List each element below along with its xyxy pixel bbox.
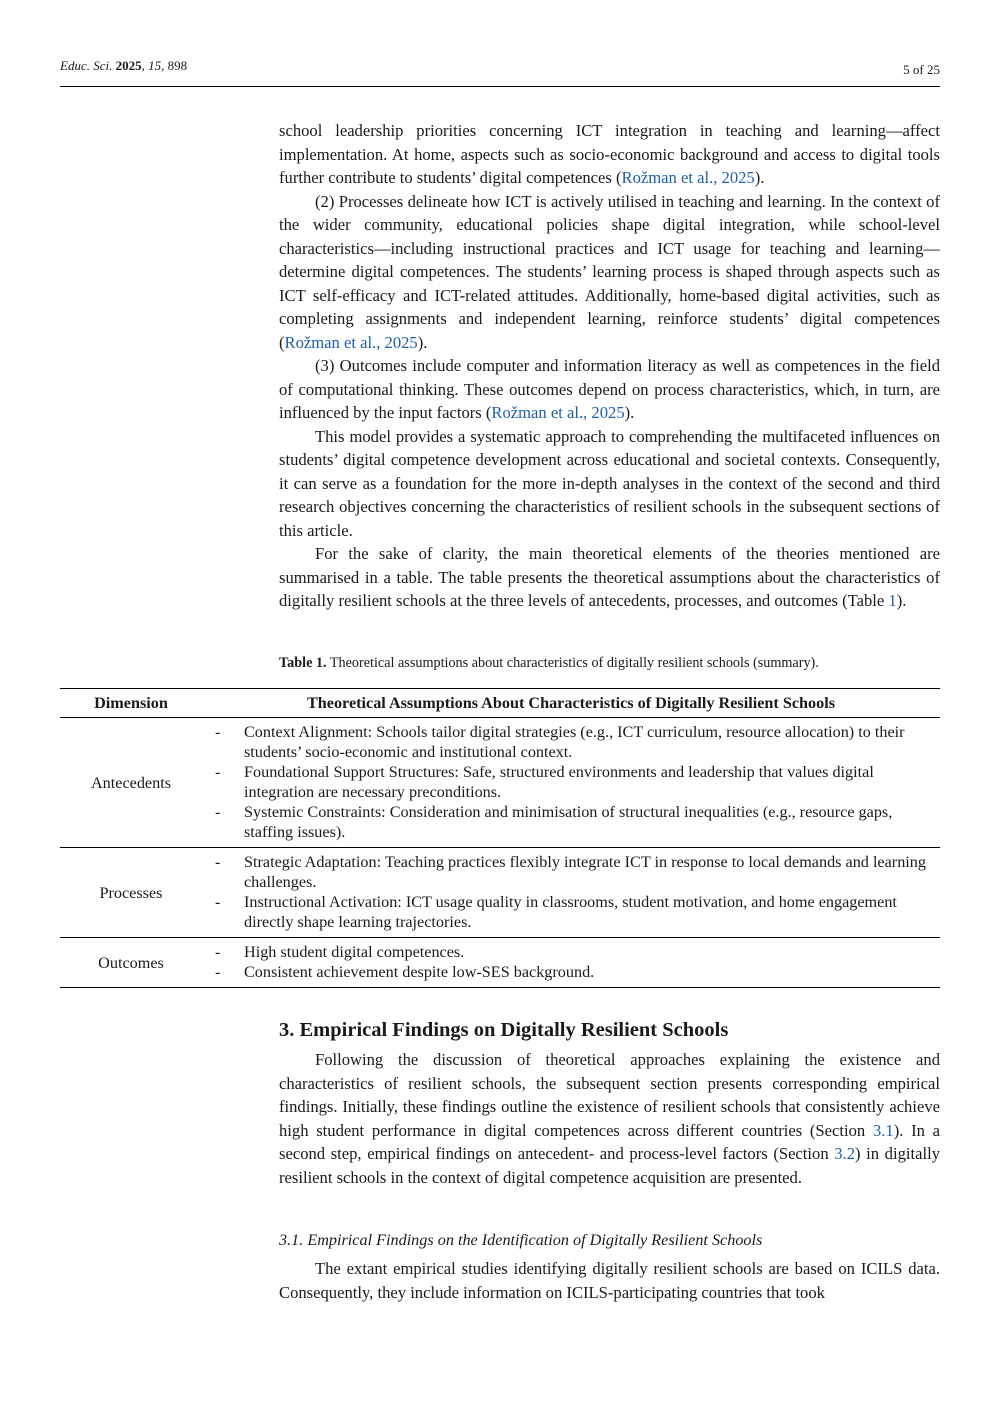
list-item: - High student digital competences. xyxy=(202,942,934,962)
row-assumptions xyxy=(202,938,940,988)
paragraph-2: (2) Processes delineate how ICT is actively utilised in teaching and learning. In the context of the wider community, educational policies shape digital integration, while school-level characteristics—including instructional practices and ICT usage for teaching and learning—determine digital competences. The students’ learning process is shaped through aspects such as ICT self-efficacy and ICT-related attitudes. Additionally, home-based digital activities, such as completing assignments and independent learning, reinforce students’ digital competences (Rožman et al., 2025). xyxy=(279,191,940,352)
citation-link[interactable]: Rožman et al., 2025 xyxy=(491,403,625,422)
page-header xyxy=(60,56,940,87)
section-ref-link[interactable]: 3.1 xyxy=(872,1120,894,1140)
citation-link[interactable]: Rožman et al., 2025 xyxy=(621,168,755,187)
section-3-heading: 3. Empirical Findings on Digitally Resilient Schools xyxy=(279,1019,729,1041)
assumption-list xyxy=(202,848,940,937)
intro-text xyxy=(279,119,940,613)
assumptions-table xyxy=(60,688,940,988)
table-caption-text: Theoretical assumptions about characteristics of digitally resilient schools (summary). xyxy=(329,655,819,671)
list-item: - Consistent achievement despite low-SES background. xyxy=(202,962,934,982)
section-3-text xyxy=(279,1048,940,1189)
paragraph-3: (3) Outcomes include computer and information literacy as well as competences in the field of computational thinking. These outcomes depend on process characteristics, which, in turn, are influenced by the input factors (Rožman et al., 2025). xyxy=(279,356,940,422)
journal-volume: 15 xyxy=(148,58,162,73)
row-dimension: Antecedents xyxy=(60,718,202,848)
table-caption-label: Table 1. xyxy=(279,655,327,671)
paragraph: The extant empirical studies identifying digitally resilient schools are based on ICILS data. Consequently, they include information on ICILS-participating countries that took xyxy=(279,1259,940,1302)
journal-citation: Educ. Sci. 2025, 15, 898 xyxy=(60,58,188,73)
list-item: - Systemic Constraints: Consideration and minimisation of structural inequalities (e.g., resource gaps, staffing issues). xyxy=(202,802,934,842)
assumption-list xyxy=(202,938,940,987)
table-header-assumptions: Theoretical Assumptions About Characteristics of Digitally Resilient Schools xyxy=(202,689,940,718)
journal-year: 2025 xyxy=(115,58,142,73)
section-3-1-text xyxy=(279,1257,940,1304)
row-assumptions xyxy=(202,848,940,938)
row-dimension: Processes xyxy=(60,848,202,938)
assumption-list xyxy=(202,718,940,847)
table-row xyxy=(60,848,940,938)
section-3-1-heading: 3.1. Empirical Findings on the Identification of Digitally Resilient Schools xyxy=(279,1231,763,1249)
table-row xyxy=(60,938,940,988)
paragraph-1: school leadership priorities concerning ICT integration in teaching and learning—affect implementation. At home, aspects such as socio-economic background and access to digital tools further contribute to students’ digital competences (Rožman et al., 2025). xyxy=(279,121,940,187)
table-caption xyxy=(279,654,940,672)
citation-link[interactable]: Rožman et al., 2025 xyxy=(284,332,418,352)
table-header-row xyxy=(60,689,940,718)
list-item: - Strategic Adaptation: Teaching practices flexibly integrate ICT in response to local demands and learning challenges. xyxy=(202,852,934,892)
page-number: 5 of 25 xyxy=(903,62,940,77)
table-ref-link[interactable]: 1 xyxy=(888,591,897,610)
list-item: - Context Alignment: Schools tailor digital strategies (e.g., ICT curriculum, resource allocation) to their students’ socio-economic and institutional context. xyxy=(202,722,934,762)
paragraph-5: For the sake of clarity, the main theoretical elements of the theories mentioned are summarised in a table. The table presents the theoretical assumptions about the characteristics of digitally resilient schools at the three levels of antecedents, processes, and outcomes (Table 1). xyxy=(279,544,940,610)
list-item: - Foundational Support Structures: Safe, structured environments and leadership that values digital integration are necessary preconditions. xyxy=(202,762,934,802)
list-item: - Instructional Activation: ICT usage quality in classrooms, student motivation, and home engagement directly shape learning trajectories. xyxy=(202,892,934,932)
table-header-dimension: Dimension xyxy=(60,689,202,718)
journal-abbrev: Educ. Sci. xyxy=(60,58,113,73)
row-dimension: Outcomes xyxy=(60,938,202,988)
paragraph-4: This model provides a systematic approach to comprehending the multifaceted influences on students’ digital competence development across educational and societal contexts. Consequently, it can serve as a foundation for the more in-depth analyses in the context of the second and third research objectives concerning the characteristics of resilient schools in the subsequent sections of this article. xyxy=(279,426,940,540)
paragraph: Following the discussion of theoretical approaches explaining the existence and characteristics of resilient schools, the subsequent section presents corresponding empirical findings. Initially, these findings outline the existence of resilient schools that consistently achieve high student performance in digital competences across different countries (Section 3.1). In a second step, empirical findings on antecedent- and process-level factors (Section 3.2) in digitally resilient schools in the context of digital competence acquisition are presented. xyxy=(279,1050,940,1187)
row-assumptions xyxy=(202,718,940,848)
table-row xyxy=(60,718,940,848)
section-ref-link[interactable]: 3.2 xyxy=(834,1144,855,1163)
article-number: 898 xyxy=(167,58,188,73)
